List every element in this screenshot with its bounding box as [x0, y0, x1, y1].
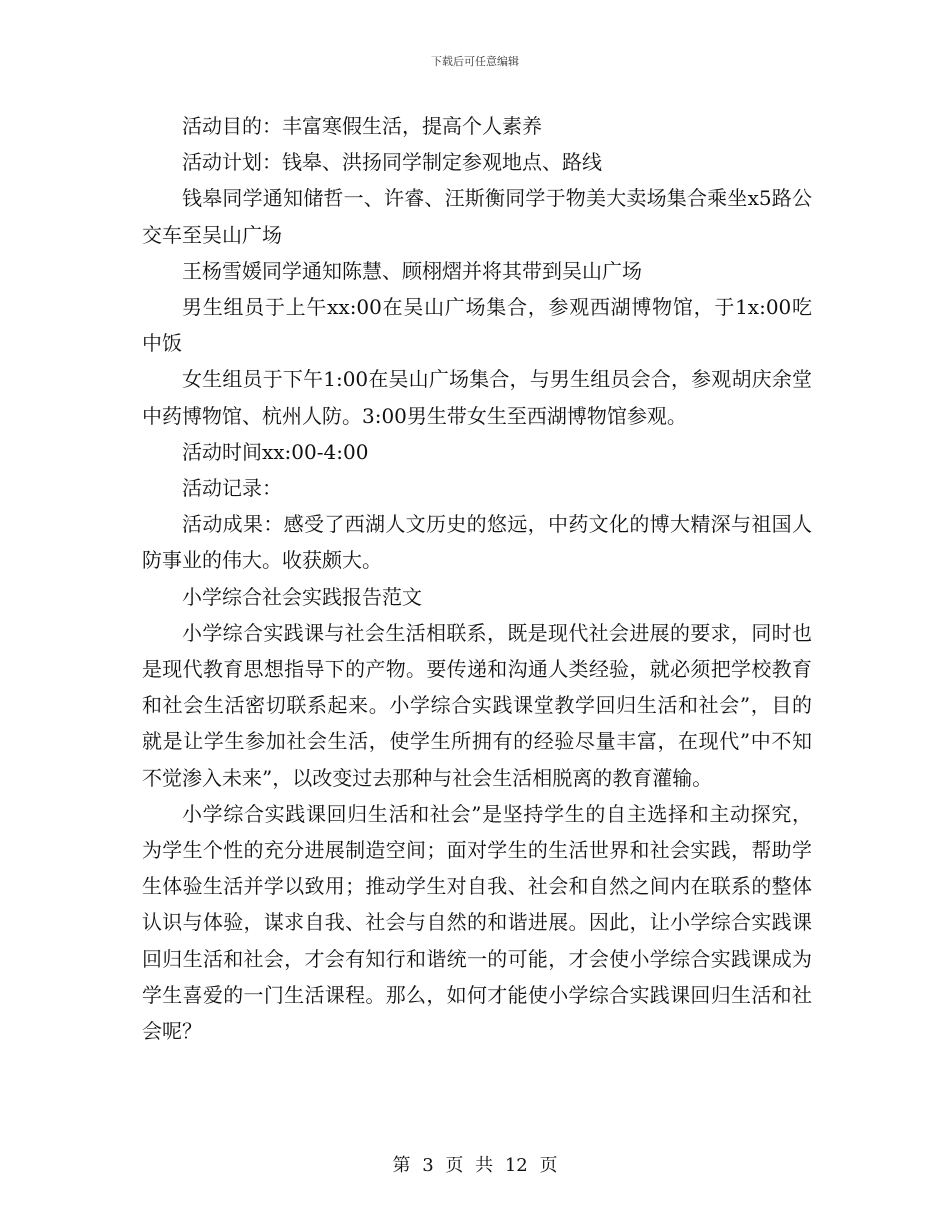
paragraph-activity-record: 活动记录：: [182, 476, 282, 501]
page-number-footer: 第 3 页 共 12 页: [392, 1155, 558, 1176]
paragraph-return-to-life: 小学综合实践课回归生活和社会”是坚持学生的自主选择和主动探究，为学生个性的充分进展制造空间；面对学生的生活世界和社会实践，帮助学生体验生活并学以致用；推动学生对自我、社会和自然之间内在联系的整体认识与体验，谋求自我、社会与自然的和谐进展。因此，让小学综合实践课回归生活和社会，才会有知行和谐统一的可能，才会使小学综合实践课成为学生喜爱的一门生活课程。那么，如何才能使小学综合实践课回归生活和社会呢？: [142, 801, 812, 1044]
page-header: 下载后可任意编辑: [431, 55, 519, 68]
paragraph-notify-boys: 钱皋同学通知储哲一、许睿、汪斯衡同学于物美大卖场集合乘坐x5路公交车至吴山广场: [142, 186, 812, 247]
paragraph-notify-girls: 王杨雪媛同学通知陈慧、顾栩熠并将其带到吴山广场: [182, 258, 642, 283]
paragraph-activity-purpose: 活动目的：丰富寒假生活，提高个人素养: [182, 114, 542, 138]
paragraph-activity-results: 活动成果：感受了西湖人文历史的悠远，中药文化的博大精深与祖国人防事业的伟大。收获颇大。: [142, 512, 812, 573]
section-title: 小学综合社会实践报告范文: [182, 584, 422, 609]
paragraph-intro: 小学综合实践课与社会生活相联系，既是现代社会进展的要求，同时也是现代教育思想指导下的产物。要传递和沟通人类经验，就必须把学校教育和社会生活密切联系起来。小学综合实践课堂教学回归生活和社会”，目的就是让学生参加社会生活，使学生所拥有的经验尽量丰富，在现代”中不知不觉渗入未来”，以改变过去那种与社会生活相脱离的教育灌输。: [142, 620, 812, 790]
paragraph-girls-schedule: 女生组员于下午1:00在吴山广场集合，与男生组员会合，参观胡庆余堂中药博物馆、杭州人防。3:00男生带女生至西湖博物馆参观。: [142, 367, 812, 428]
paragraph-activity-time: 活动时间xx:00-4:00: [182, 439, 369, 464]
paragraph-boys-schedule: 男生组员于上午xx:00在吴山广场集合，参观西湖博物馆，于1x:00吃中饭: [142, 295, 812, 356]
paragraph-activity-plan: 活动计划：钱皋、洪扬同学制定参观地点、路线: [182, 150, 602, 175]
document-body: [142, 108, 812, 1049]
